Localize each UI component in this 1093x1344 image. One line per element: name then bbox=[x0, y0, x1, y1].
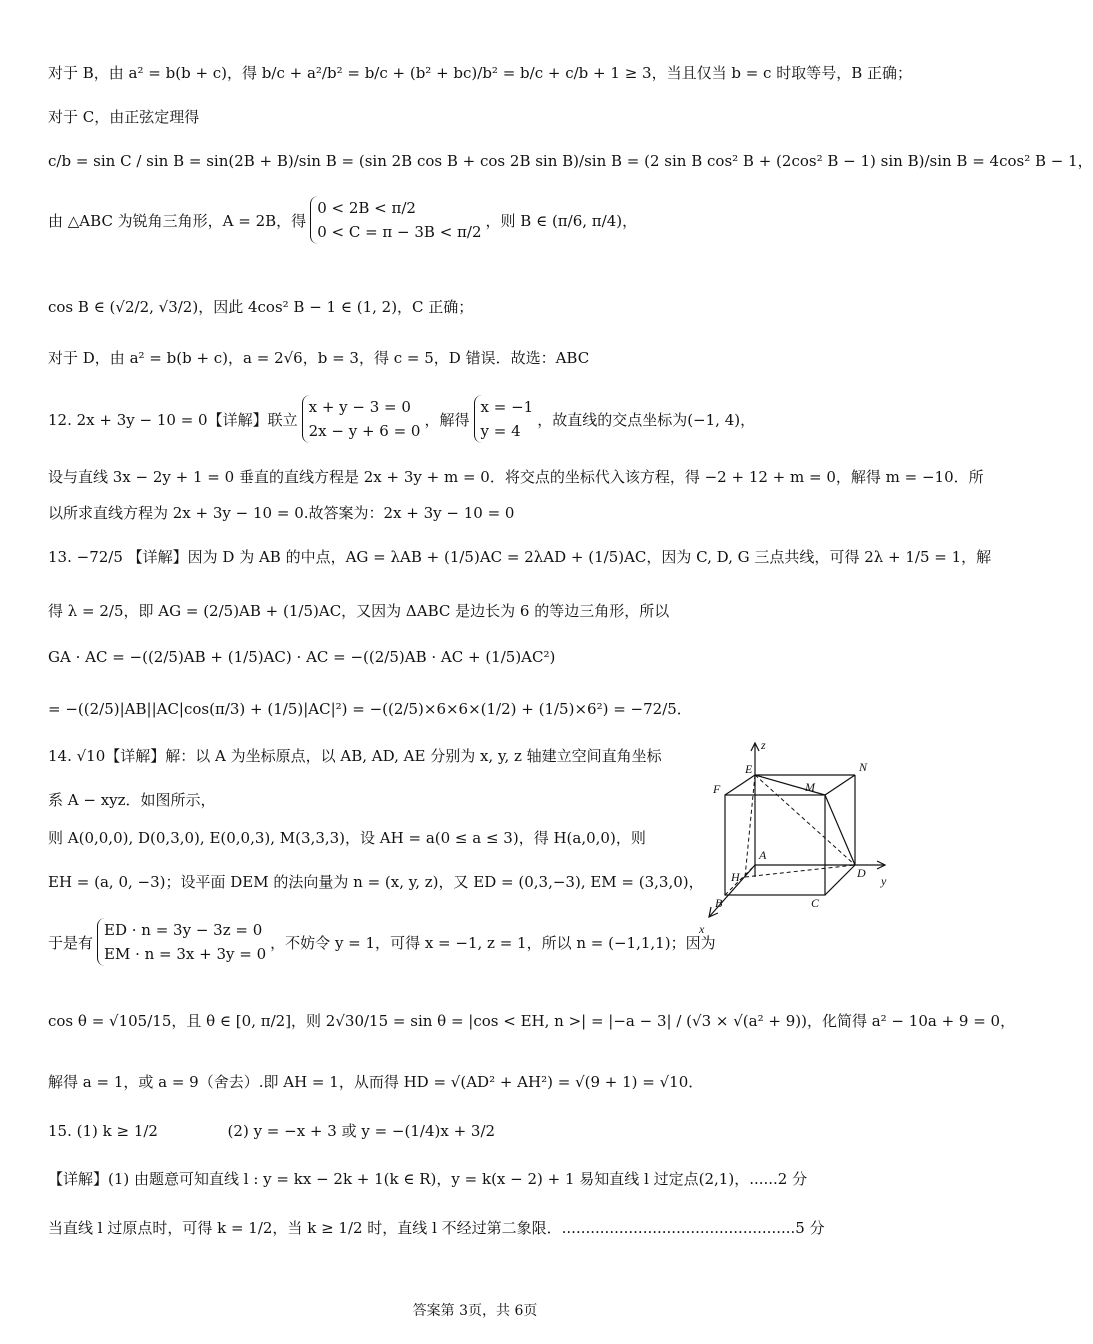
q14-equation-system bbox=[97, 918, 266, 966]
acute-condition-prefix: 由 △ABC 为锐角三角形，A = 2B，得 bbox=[48, 211, 307, 230]
segment-eh bbox=[745, 775, 755, 877]
label-m: M bbox=[805, 780, 815, 794]
line-q12-perpendicular: 设与直线 3x − 2y + 1 = 0 垂直的直线方程是 2x + 3y + m = 0．将交点的坐标代入该方程，得 −2 + 12 + m = 0，解得 m = −10．所 bbox=[48, 468, 984, 486]
segment-hd bbox=[745, 865, 855, 877]
cube-top-right-edge bbox=[825, 775, 855, 795]
label-z: z bbox=[761, 738, 766, 752]
segment-md bbox=[825, 795, 855, 865]
answer-page bbox=[48, 0, 1093, 1344]
line-q14-coordinate-system: 系 A − xyz．如图所示， bbox=[48, 791, 216, 809]
label-b: B bbox=[715, 896, 723, 910]
line-q15-detail-2: 当直线 l 过原点时，可得 k = 1/2，当 k ≥ 1/2 时，直线 l 不经过第二象限．.................................................5 分 bbox=[48, 1219, 825, 1237]
q14-eq-2: EM · n = 3x + 3y = 0 bbox=[104, 945, 267, 963]
label-y: y bbox=[881, 874, 887, 888]
line-q13-dot-product: GA · AC = −((2/5)AB + (1/5)AC) · AC = −((2/5)AB · AC + (1/5)AC²) bbox=[48, 648, 556, 666]
label-n: N bbox=[859, 760, 868, 774]
line-b-option: 对于 B，由 a² = b(b + c)，得 b/c + a²/b² = b/c + (b² + bc)/b² = b/c + c/b + 1 ≥ 3，当且仅当 b = c 时取等号，B 正确； bbox=[48, 64, 913, 82]
line-q13-result: = −((2/5)|AB||AC|cos(π/3) + (1/5)|AC|²) = −((2/5)×6×6×(1/2) + (1/5)×6²) = −72/5． bbox=[48, 700, 692, 718]
line-q14-normal-vector: EH = (a, 0, −3)；设平面 DEM 的法向量为 n = (x, y, z)，又 ED = (0,3,−3), EM = (3,3,0)， bbox=[48, 873, 704, 891]
line-c-option-intro: 对于 C，由正弦定理得 bbox=[48, 108, 200, 126]
q12-eq-2: 2x − y + 6 = 0 bbox=[308, 422, 421, 440]
q14-system-suffix: ，不妨令 y = 1，可得 x = −1, z = 1，所以 n = (−1,1,1)；因为 bbox=[270, 933, 716, 952]
q14-eq-1: ED · n = 3y − 3z = 0 bbox=[104, 921, 263, 939]
q12-sol-1: x = −1 bbox=[480, 398, 534, 416]
q12-eq-1: x + y − 3 = 0 bbox=[308, 398, 411, 416]
line-d-option: 对于 D，由 a² = b(b + c)，a = 2√6，b = 3，得 c = 5，D 错误．故选：ABC bbox=[48, 349, 590, 367]
cube-top-left-edge bbox=[725, 775, 755, 795]
label-f: F bbox=[713, 782, 721, 796]
line-q14-solve: 解得 a = 1，或 a = 9（舍去）.即 AH = 1，从而得 HD = √(AD² + AH²) = √(9 + 1) = √10． bbox=[48, 1073, 704, 1091]
line-q15-answers bbox=[48, 1120, 495, 1141]
line-q12-answer: 以所求直线方程为 2x + 3y − 10 = 0.故答案为：2x + 3y − 10 = 0 bbox=[48, 504, 515, 522]
label-c: C bbox=[811, 896, 820, 910]
line-q13-lambda: 得 λ = 2/5，即 AG = (2/5)AB + (1/5)AC，又因为 ΔABC 是边长为 6 的等边三角形，所以 bbox=[48, 602, 670, 620]
q15-answer-2: (2) y = −x + 3 或 y = −(1/4)x + 3/2 bbox=[227, 1122, 496, 1140]
q12-sol-2: y = 4 bbox=[480, 422, 521, 440]
q15-answer-1: 15. (1) k ≥ 1/2 bbox=[48, 1122, 158, 1140]
cube-coordinate-figure bbox=[695, 735, 905, 940]
q12-equation-system bbox=[302, 395, 421, 443]
label-a: A bbox=[759, 848, 767, 862]
acute-inequality-system bbox=[310, 196, 481, 244]
line-q14-angle: cos θ = √105/15，且 θ ∈ [0, π/2]，则 2√30/15 = sin θ = |cos < EH, n >| = |−a − 3| / (√3 × √(a² + 9))，化简得 a² − 10a + 9 = 0， bbox=[48, 1012, 1016, 1030]
line-q15-detail-1: 【详解】(1) 由题意可知直线 l : y = kx − 2k + 1(k ∈ R)，y = k(x − 2) + 1 易知直线 l 过定点(2,1)，......2 分 bbox=[48, 1170, 808, 1188]
inequality-1: 0 < 2B < π/2 bbox=[317, 199, 416, 217]
inequality-2: 0 < C = π − 3B < π/2 bbox=[317, 223, 482, 241]
label-e: E bbox=[745, 762, 753, 776]
line-q12-system bbox=[48, 395, 755, 443]
label-d: D bbox=[857, 866, 866, 880]
hidden-edge-ab bbox=[725, 865, 755, 895]
acute-condition-suffix: ，则 B ∈ (π/6, π/4)， bbox=[485, 211, 638, 230]
line-c-sine-derivation: c/b = sin C / sin B = sin(2B + B)/sin B = (sin 2B cos B + cos 2B sin B)/sin B = (2 sin B cos² B + (2cos² B − 1) sin B)/sin B = 4cos² B − 1， bbox=[48, 152, 1093, 170]
q12-suffix: ，故直线的交点坐标为(−1, 4)， bbox=[537, 410, 756, 429]
line-q13-setup: 13. −72/5 【详解】因为 D 为 AB 的中点，AG = λAB + (1/5)AC = 2λAD + (1/5)AC，因为 C, D, G 三点共线，可得 2λ + 1/5 = 1，解 bbox=[48, 548, 992, 566]
line-c-cos-range: cos B ∈ (√2/2, √3/2)，因此 4cos² B − 1 ∈ (1, 2)，C 正确； bbox=[48, 298, 474, 316]
q12-prefix: 12. 2x + 3y − 10 = 0【详解】联立 bbox=[48, 410, 298, 429]
q12-solution-system bbox=[474, 395, 534, 443]
page-footer: 答案第 3页，共 6页 bbox=[412, 1303, 538, 1319]
line-q14-system bbox=[48, 918, 716, 966]
label-h: H bbox=[731, 870, 740, 884]
line-q14-points: 则 A(0,0,0), D(0,3,0), E(0,0,3), M(3,3,3)，设 AH = a(0 ≤ a ≤ 3)，得 H(a,0,0)，则 bbox=[48, 829, 646, 847]
q14-system-prefix: 于是有 bbox=[48, 933, 94, 952]
label-x: x bbox=[699, 922, 705, 936]
line-c-acute-condition bbox=[48, 196, 637, 244]
line-q14-setup: 14. √10【详解】解：以 A 为坐标原点，以 AB, AD, AE 分别为 x, y, z 轴建立空间直角坐标 bbox=[48, 747, 662, 765]
cube-bottom-right-edge bbox=[825, 865, 855, 895]
q12-mid: ，解得 bbox=[424, 410, 470, 429]
